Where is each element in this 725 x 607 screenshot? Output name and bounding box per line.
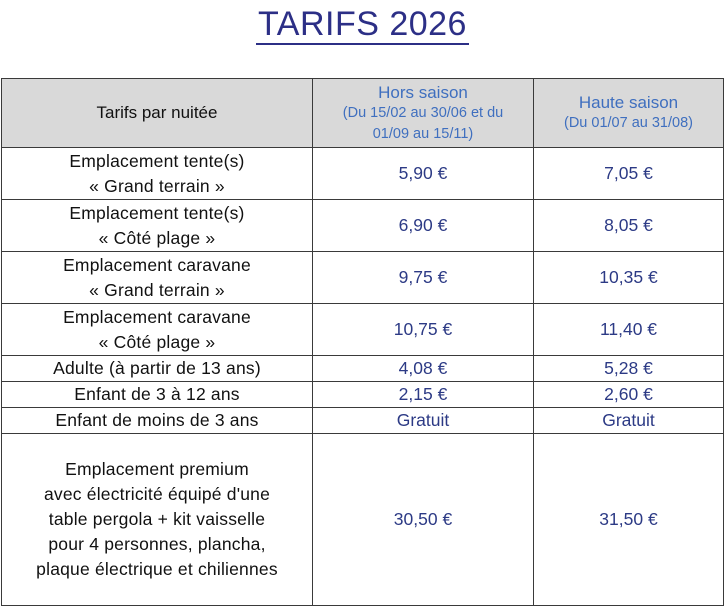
price-high-season: Gratuit [534,408,724,434]
page-title [0,5,725,45]
table-row [2,304,724,356]
low-season-name: Hors saison [378,82,468,102]
price-table [1,78,724,606]
row-label-line: Emplacement premium [65,459,249,479]
table-row [2,148,724,200]
price-low-season: Gratuit [313,408,534,434]
price-low-season: 5,90 € [313,148,534,200]
row-label [2,148,313,200]
row-label-line: « Grand terrain » [89,279,225,300]
price-low-season: 9,75 € [313,252,534,304]
table-row [2,356,724,382]
row-label-line: Emplacement tente(s) [69,150,245,171]
row-label-line: avec électricité équipé d'une [43,484,271,504]
row-label [2,200,313,252]
price-low-season: 6,90 € [313,200,534,252]
table-row [2,434,724,606]
high-season-dates: (Du 01/07 au 31/08) [564,115,693,131]
page-title-text: TARIFS 2026 [258,5,467,43]
price-low-season: 4,08 € [313,356,534,382]
row-label-line: « Côté plage » [98,227,216,248]
row-label-line: Emplacement tente(s) [69,202,245,223]
row-label [2,434,313,606]
table-row [2,408,724,434]
row-label-line: Emplacement caravane [63,306,251,327]
row-label [2,304,313,356]
table-row [2,382,724,408]
price-low-season: 10,75 € [313,304,534,356]
price-high-season: 31,50 € [534,434,724,606]
low-season-dates: (Du 15/02 au 30/06 et du 01/09 au 15/11) [342,104,504,142]
row-label-line: « Grand terrain » [89,175,225,196]
price-high-season: 7,05 € [534,148,724,200]
header-low-season [313,79,534,148]
price-low-season: 30,50 € [313,434,534,606]
row-label-line: plaque électrique et chiliennes [36,559,278,579]
row-label-line: Emplacement caravane [63,254,251,275]
high-season-name: Haute saison [578,93,679,112]
row-label-line: table pergola + kit vaisselle [48,509,266,529]
row-label [2,252,313,304]
price-high-season: 10,35 € [534,252,724,304]
price-high-season: 11,40 € [534,304,724,356]
price-high-season: 2,60 € [534,382,724,408]
price-high-season: 8,05 € [534,200,724,252]
table-row [2,252,724,304]
row-label: Enfant de moins de 3 ans [2,408,313,434]
row-label-line: pour 4 personnes, plancha, [48,534,266,554]
row-label-line: « Côté plage » [98,331,216,352]
table-header-row [2,79,724,148]
row-label: Enfant de 3 à 12 ans [2,382,313,408]
price-high-season: 5,28 € [534,356,724,382]
table-row [2,200,724,252]
header-high-season [534,79,724,148]
price-low-season: 2,15 € [313,382,534,408]
header-label: Tarifs par nuitée [2,79,313,148]
row-label: Adulte (à partir de 13 ans) [2,356,313,382]
